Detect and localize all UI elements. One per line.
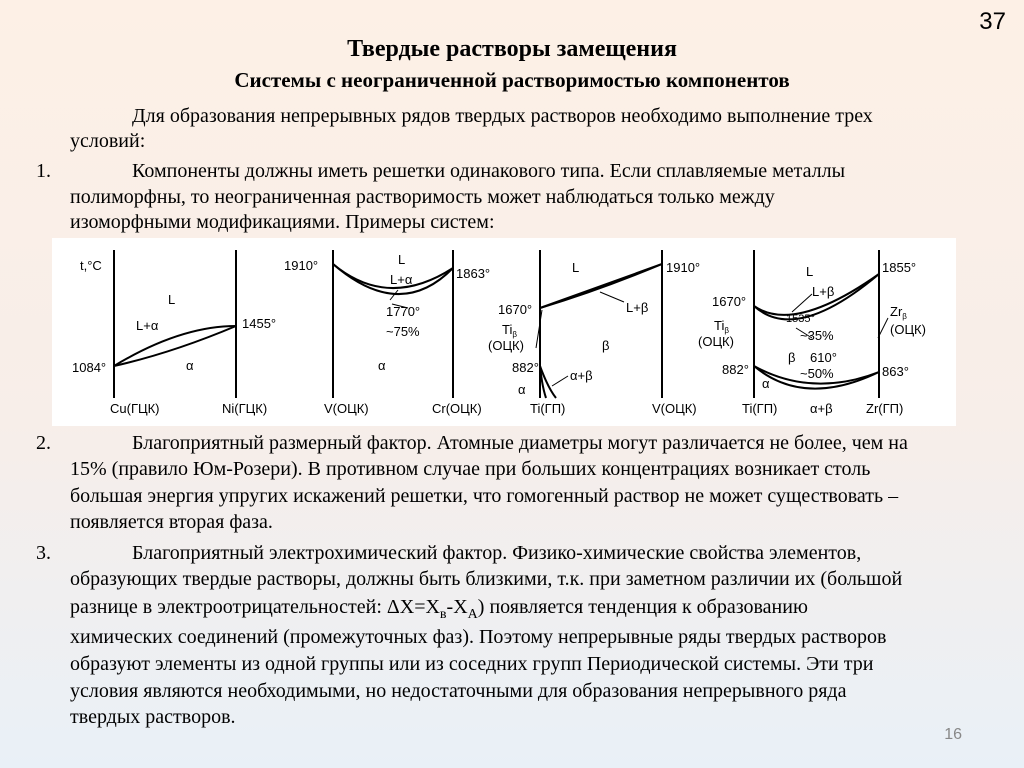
item-number: 1. [36, 160, 51, 182]
item-number: 3. [36, 542, 51, 564]
ti-v-leader-3 [552, 376, 568, 386]
ti-zr-liquid-label: L [806, 264, 814, 279]
ti-v-beta-label: β [602, 338, 610, 353]
item-2-line-4: появляется вторая фаза. [70, 511, 273, 533]
v-cr-two-phase-label: L+α [390, 272, 413, 287]
item-2-line-1: Благоприятный размерный фактор. Атомные диаметры могут различается не более, чем на [132, 432, 908, 454]
item-3-line-3-formula: разнице в электроотрицательностей: $\Delta X=X_в-X_A$) появляется тенденция к образованию [70, 596, 808, 622]
ti-zr-t-min-liquid: 1535° [786, 313, 815, 325]
ti-v-alpha-beta-label: α+β [570, 368, 593, 383]
cu-ni-solid-label: α [186, 358, 194, 373]
ti-zr-t-transform-zr: 863° [882, 364, 909, 379]
ti-v-liquid-label: L [572, 260, 580, 275]
cu-ni-axis-label: t,°C [80, 258, 102, 273]
item-3-line-2: образующих твердые растворы, должны быть близкими, т.к. при заметном различии их (большой [70, 568, 903, 590]
ti-zr-ti-beta-lattice: (ОЦК) [698, 334, 734, 349]
v-cr-t-min: 1770° [386, 304, 421, 319]
cu-ni-solidus [114, 326, 236, 366]
v-cr-right-comp: Cr(ОЦК) [432, 401, 482, 416]
cu-ni-right-comp: Ni(ГЦК) [222, 401, 268, 416]
ti-zr-t-melt-zr: 1855° [882, 260, 917, 275]
item-2-line-3: большая энергия упругих искажений решетки, что гомогенный раствор не может существовать – [70, 485, 899, 507]
ti-v-right-comp: V(ОЦК) [652, 401, 697, 416]
ti-v-t-melt-ti: 1670° [498, 302, 533, 317]
cu-ni-left-comp: Cu(ГЦК) [110, 401, 160, 416]
item-2-line-2: 15% (правило Юм-Розери). В противном случае при больших концентрациях возникает столь [70, 458, 871, 480]
ti-zr-alpha-beta-label: α+β [810, 401, 833, 416]
ti-v-ti-beta-lattice: (ОЦК) [488, 338, 524, 353]
ti-zr-t-min-solid: 610° [810, 350, 837, 365]
ti-v-ti-beta: $Ti_\beta$ [502, 322, 517, 339]
ti-v-t-transform: 882° [512, 360, 539, 375]
item-1-line-2: полиморфны, то неограниченная растворимость может наблюдаться только между [70, 186, 775, 208]
cu-ni-t-left: 1084° [72, 360, 107, 375]
v-cr-t-right: 1863° [456, 266, 491, 281]
ti-zr-t-transform-ti: 882° [722, 362, 749, 377]
cu-ni-t-right: 1455° [242, 316, 277, 331]
item-3-line-1: Благоприятный электрохимический фактор. Физико-химические свойства элементов, [132, 542, 862, 564]
item-1-line-3: изоморфными модификациями. Примеры систем: [70, 211, 495, 233]
page-number: 16 [944, 726, 962, 743]
slide-subtitle: Системы с неограниченной растворимостью компонентов [234, 68, 790, 92]
ti-zr-t-melt-ti: 1670° [712, 294, 747, 309]
item-3-line-7: твердых растворов. [70, 706, 236, 728]
intro-line-1: Для образования непрерывных рядов твердых растворов необходимо выполнение трех [132, 105, 873, 127]
ti-v-left-comp: Ti(ГП) [530, 401, 566, 416]
ti-zr-leader-1 [792, 294, 812, 312]
v-cr-solid-label: α [378, 358, 386, 373]
item-3-line-4: химических соединений (промежуточных фаз). Поэтому непрерывные ряды твердых растворов [70, 626, 887, 648]
ti-zr-ti-beta: $Ti_\beta$ [714, 318, 729, 335]
intro-line-2: условий: [70, 130, 146, 152]
ti-zr-zr-beta-lattice: (ОЦК) [890, 322, 926, 337]
phase-diagrams-figure [52, 238, 956, 426]
v-cr-left-comp: V(ОЦК) [324, 401, 369, 416]
v-cr-min-comp: ~75% [386, 324, 420, 339]
ti-zr-two-phase-label: L+β [812, 284, 835, 299]
slide-number: 37 [979, 8, 1006, 35]
ti-zr-left-comp: Ti(ГП) [742, 401, 778, 416]
ti-v-two-phase-label: L+β [626, 300, 649, 315]
ti-zr-min-solid-comp: ~50% [800, 366, 834, 381]
v-cr-t-left: 1910° [284, 258, 319, 273]
ti-zr-alpha-label: α [762, 376, 770, 391]
slide-title: Твердые растворы замещения [347, 36, 677, 62]
ti-zr-beta-label: β [788, 350, 796, 365]
v-cr-liquid-label: L [398, 252, 406, 267]
cu-ni-two-phase-label: L+α [136, 318, 159, 333]
ti-v-alpha-label: α [518, 382, 526, 397]
ti-v-leader-1 [600, 292, 624, 302]
ti-zr-min-liquid-comp: ~35% [800, 328, 834, 343]
ti-zr-zr-beta: $Zr_\beta$ [890, 304, 907, 321]
ti-v-t-melt-v: 1910° [666, 260, 701, 275]
cu-ni-liquid-label: L [168, 292, 176, 307]
item-3-line-5: образуют элементы из одной группы или из соседних групп Периодической системы. Эти три [70, 653, 874, 675]
item-number: 2. [36, 432, 51, 454]
ti-zr-right-comp: Zr(ГП) [866, 401, 904, 416]
cu-ni-liquidus [114, 326, 236, 366]
item-3-line-6: условия являются необходимыми, но недостаточными для образования непрерывного ряда [70, 680, 847, 702]
item-1-line-1: Компоненты должны иметь решетки одинакового типа. Если сплавляемые металлы [132, 160, 846, 182]
